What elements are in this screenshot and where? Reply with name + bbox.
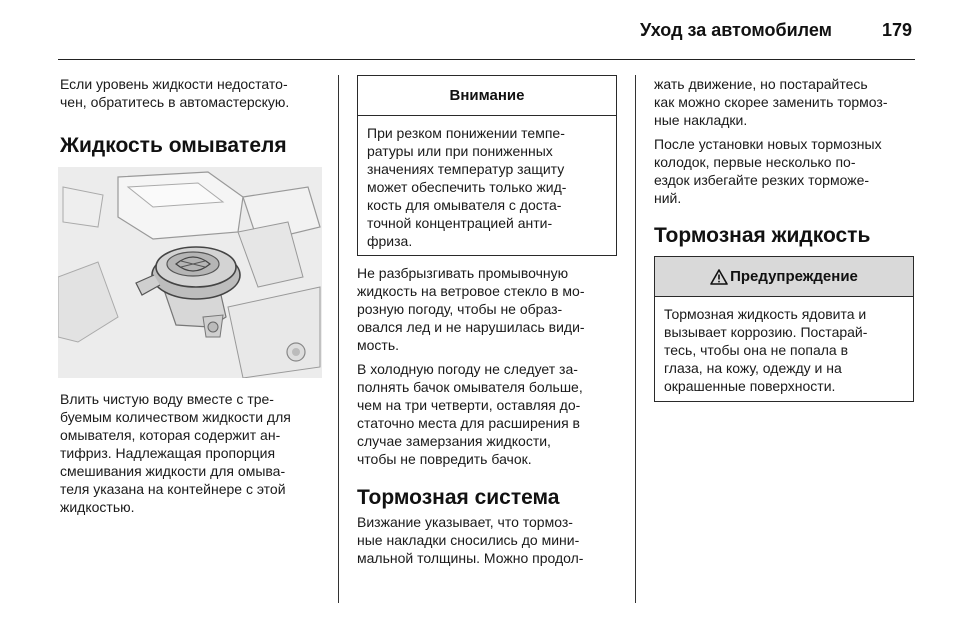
paragraph-brake-squeal: Визжание указывает, что тормоз- ные накладки сносились до мини- мальной толщины. Можно продол-: [357, 514, 584, 566]
column-3: [654, 75, 916, 402]
paragraph-new-pads: После установки новых тормозных колодок, первые несколько по- ездок избегайте резких торможе- ний.: [654, 136, 882, 206]
paragraph-frost: Не разбрызгивать промывочную жидкость на ветровое стекло в мо- розную погоду, чтобы не образ- овался лед и не нарушилась види- мость.: [357, 265, 585, 353]
page-number: 179: [882, 20, 913, 40]
paragraph-cold-weather: В холодную погоду не следует за- полнять бачок омывателя больше, чем на три четверти, оставляя до- статочно места для расширения в случае замерзания жидкости, чтобы не повредить бачок.: [357, 361, 583, 467]
washer-fluid-paragraph: Влить чистую воду вместе с тре- буемым количеством жидкости для омывателя, которая содержит ан- тифриз. Надлежащая пропорция смешивания жидкости для омыва- теля указана на контейнере с этой жидкостью.: [60, 391, 291, 515]
washer-reservoir-cap-illustration: [58, 167, 322, 378]
section-title: Уход за автомобилем: [640, 20, 832, 40]
warning-title: Предупреждение: [730, 268, 858, 285]
brake-fluid-heading: Тормозная жидкость: [654, 224, 871, 247]
column-divider-1: [338, 75, 339, 603]
warning-header: [655, 257, 913, 297]
notice-title: Внимание: [358, 76, 616, 116]
brake-system-heading: Тормозная система: [357, 486, 560, 509]
page-header: [0, 0, 954, 60]
column-1-lower: [60, 390, 330, 516]
header-divider: [58, 59, 915, 60]
intro-paragraph: Если уровень жидкости недостато- чен, обратитесь в автомастерскую.: [60, 76, 290, 110]
paragraph-continue: жать движение, но постарайтесь как можно скорее заменить тормоз- ные накладки.: [654, 76, 888, 128]
warning-body: Тормозная жидкость ядовита и вызывает коррозию. Постарай- тесь, чтобы она не попала в глаза, на кожу, одежду и на окрашенные поверхности.: [664, 306, 868, 394]
notice-box: [357, 75, 617, 256]
column-2: [357, 75, 617, 567]
column-1: [60, 75, 330, 159]
washer-reservoir-figure: [58, 167, 322, 378]
notice-body: При резком понижении темпе- ратуры или при пониженных значениях температур защиту может обеспечить только жид- кость для омывателя с доста- точной концентрацией анти- фриза.: [367, 125, 567, 249]
washer-fluid-heading: Жидкость омывателя: [60, 134, 287, 157]
warning-box: [654, 256, 914, 402]
warning-triangle-icon: [710, 269, 728, 285]
column-divider-2: [635, 75, 636, 603]
